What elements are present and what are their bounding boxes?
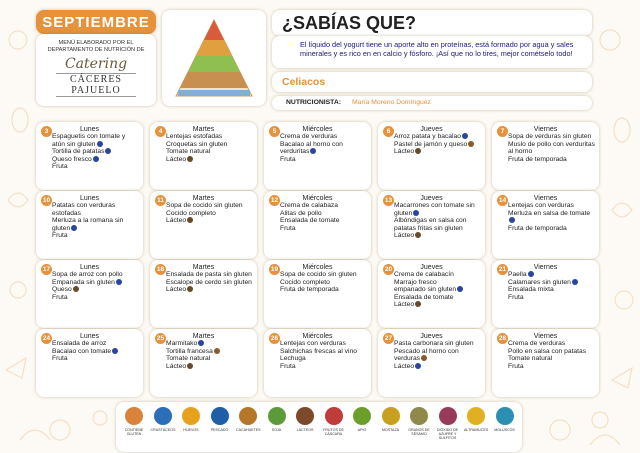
allergen-icon (154, 407, 172, 425)
dish-item: Tortilla francesa (166, 348, 254, 356)
dish-item: Sopa de cocido sin gluten (280, 271, 357, 278)
day-card (492, 191, 599, 259)
dish-list (280, 202, 368, 232)
gluten-allergen-icon (97, 141, 103, 147)
dish-item: Tortilla de patatas (52, 148, 140, 156)
day-name: Jueves (420, 126, 443, 133)
dish-list (52, 202, 140, 240)
dish-list (52, 133, 140, 171)
day-card (264, 191, 371, 259)
day-name: Viernes (533, 195, 558, 202)
dish-item: Pasta carbonara sin gluten (394, 340, 474, 347)
day-card (36, 122, 143, 190)
dish-item: Queso fresco (52, 156, 140, 164)
dish-list (52, 271, 140, 301)
allergen-item (407, 407, 431, 436)
allergen-item (350, 407, 374, 432)
allergen-item (151, 407, 175, 432)
gluten-allergen-icon (528, 271, 534, 277)
day-name: Viernes (533, 333, 558, 340)
dish-list (52, 340, 140, 363)
day-card (492, 329, 599, 397)
dish-item: Fruta (280, 155, 296, 163)
dish-item: Albóndigas en salsa con patatas fritas sin gluten (394, 217, 467, 232)
nutritionist-label: NUTRICIONISTA: (286, 99, 341, 106)
allergen-label: LÁCTEOS (296, 428, 314, 432)
allergen-icon (125, 407, 143, 425)
day-name: Lunes (79, 126, 100, 133)
dish-item: Fruta de temporada (508, 224, 567, 232)
dish-item: Patatas con verduras estofadas (52, 202, 116, 217)
dish-item: Sopa de cocido sin gluten (166, 202, 243, 209)
allergen-label: CRUSTÁCEOS (150, 428, 176, 432)
dish-item: Alitas de pollo (280, 209, 322, 217)
day-number: 24 (41, 333, 52, 344)
day-name: Martes (192, 264, 215, 271)
day-number: 18 (155, 264, 166, 275)
day-name: Miércoles (302, 333, 333, 340)
dish-list (394, 340, 482, 370)
month-banner: SEPTIEMBRE (36, 10, 156, 34)
allergen-icon (182, 407, 200, 425)
dish-item: Merluza a la romana sin gluten (52, 217, 124, 232)
day-card (378, 260, 485, 328)
gluten-allergen-icon (198, 340, 204, 346)
did-you-know-title (272, 10, 592, 36)
dish-item: Lácteo (166, 217, 254, 225)
dish-item: Ensalada mixta (508, 286, 554, 294)
day-number: 11 (155, 195, 166, 206)
lac-allergen-icon (187, 217, 193, 223)
day-number: 5 (269, 126, 280, 137)
dish-item: Bacalao al horno con verduritas (280, 140, 343, 156)
dish-item: Tomate natural (166, 148, 211, 156)
day-name: Martes (192, 333, 215, 340)
dish-list (394, 271, 482, 309)
day-name: Jueves (420, 195, 443, 202)
day-card (378, 122, 485, 190)
day-card (36, 329, 143, 397)
allergen-icon (239, 407, 257, 425)
day-name: Miércoles (302, 126, 333, 133)
dish-item: Lentejas estofadas (166, 133, 223, 140)
dish-item: Sopa de verduras sin gluten (508, 133, 592, 140)
dish-item: Paella (508, 271, 596, 279)
did-you-know-text: El líquido del yogurt tiene un aporte alto en proteínas, está formado por agua y sales minerales y es rico en en calcio y fósforo. ¡Así que no lo tires, mejor cométselo todo! (272, 36, 592, 68)
allergen-label: GRANOS DE SÉSAMO (408, 428, 430, 436)
logo-script: Catering (64, 56, 128, 72)
dish-item: Lácteo (166, 286, 254, 294)
dish-item: Ensalada de tomate (280, 217, 340, 225)
dish-item: Crema de verduras (508, 340, 566, 347)
dish-list (280, 271, 368, 294)
dish-item: Queso (52, 286, 140, 294)
dish-item: Lácteo (394, 148, 482, 156)
gluten-allergen-icon (116, 279, 122, 285)
dish-item: Crema de calabacín (394, 271, 454, 278)
dish-list (166, 340, 254, 370)
nutritionist-name: María Moreno Domínguez (352, 99, 431, 106)
logo-name: CÁCERES PAJUELO (56, 73, 136, 97)
dish-item: Muslo de pollo con verduritas al horno (508, 140, 595, 156)
day-name: Lunes (79, 264, 100, 271)
day-card (264, 260, 371, 328)
lac-allergen-icon (415, 232, 421, 238)
day-number: 10 (41, 195, 52, 206)
dish-item: Ensalada de tomate (394, 293, 454, 301)
allergen-label: HUEVOS (183, 428, 199, 432)
dish-item: Sopa de arroz con pollo (52, 271, 123, 278)
menu-by-text: MENÚ ELABORADO POR EL DEPARTAMENTO DE NUTRICIÓN DE (47, 40, 145, 53)
lac-allergen-icon (187, 363, 193, 369)
egg-allergen-icon (468, 141, 474, 147)
dish-item: Lácteo (394, 232, 482, 240)
dish-item: Escalope de cerdo sin gluten (166, 278, 252, 286)
allergen-label: CONTIENE GLUTEN (124, 428, 144, 436)
lac-allergen-icon (73, 286, 79, 292)
diet-label-panel (272, 72, 592, 92)
allergen-item (493, 407, 517, 432)
day-name: Lunes (79, 195, 100, 202)
day-card (150, 329, 257, 397)
allergen-label: DIÓXIDO DE AZUFRE Y SULFITOS (436, 428, 459, 440)
dish-item: Fruta (508, 362, 524, 370)
allergen-item (322, 407, 346, 436)
dish-item: Ensalada de arroz (52, 340, 107, 347)
day-number: 21 (497, 264, 508, 275)
allergen-icon (268, 407, 286, 425)
gluten-allergen-icon (413, 210, 419, 216)
day-card (264, 329, 371, 397)
dish-item: Macarrones con tomate sin gluten (394, 202, 475, 217)
dish-item: Marmitako (166, 340, 254, 348)
lac-allergen-icon (415, 148, 421, 154)
dish-item: Lechuga (280, 355, 306, 363)
day-number: 3 (41, 126, 52, 137)
gluten-allergen-icon (112, 348, 118, 354)
dish-list (280, 133, 368, 163)
dish-item: Crema de calabaza (280, 202, 338, 209)
dish-item: Lácteo (394, 363, 482, 371)
dish-item: Lácteo (166, 156, 254, 164)
day-number: 7 (497, 126, 508, 137)
dish-list (508, 271, 596, 301)
dish-item: Fruta (280, 362, 296, 370)
dish-item: Fruta (280, 224, 296, 232)
gluten-allergen-icon (310, 148, 316, 154)
allergen-icon (467, 407, 485, 425)
did-you-know-heading: ¿SABÍAS QUE? (282, 13, 417, 33)
allergen-item (122, 407, 146, 436)
allergen-item (464, 407, 488, 432)
allergen-icon (353, 407, 371, 425)
dish-item: Merluza en salsa de tomate (508, 210, 596, 225)
dish-item: Marrajo fresco (394, 278, 437, 286)
food-pyramid-icon (162, 10, 266, 106)
allergen-icon (439, 407, 457, 425)
food-pyramid-image (162, 10, 266, 106)
dish-item: Lácteo (394, 301, 482, 309)
day-number: 4 (155, 126, 166, 137)
gluten-allergen-icon (93, 156, 99, 162)
dish-item: Croquetas sin gluten (166, 140, 228, 148)
dish-list (394, 202, 482, 240)
diet-label: Celiacos (282, 76, 326, 88)
gluten-allergen-icon (509, 217, 515, 223)
day-name: Miércoles (302, 195, 333, 202)
allergen-icon (325, 407, 343, 425)
gluten-allergen-icon (457, 286, 463, 292)
day-number: 27 (383, 333, 394, 344)
day-number: 17 (41, 264, 52, 275)
dish-item: Fruta (508, 293, 524, 301)
dish-list (508, 340, 596, 370)
allergen-item (208, 407, 232, 432)
dish-item: Fruta (52, 355, 68, 363)
day-name: Martes (192, 195, 215, 202)
dish-list (166, 133, 254, 163)
day-card (264, 122, 371, 190)
dish-item: Lentejas con verduras (280, 340, 346, 347)
gluten-allergen-icon (71, 225, 77, 231)
day-name: Jueves (420, 333, 443, 340)
day-name: Miércoles (302, 264, 333, 271)
gluten-allergen-icon (462, 133, 468, 139)
gluten-allergen-icon (572, 279, 578, 285)
lac-allergen-icon (187, 156, 193, 162)
allergen-icon (496, 407, 514, 425)
dish-item: Cocido completo (280, 278, 330, 286)
lac-allergen-icon (187, 286, 193, 292)
day-number: 25 (155, 333, 166, 344)
allergen-item (265, 407, 289, 432)
dish-item: Bacalao con tomate (52, 348, 140, 356)
dish-list (508, 202, 596, 232)
day-card (378, 329, 485, 397)
day-name: Viernes (533, 264, 558, 271)
day-card (36, 191, 143, 259)
dish-item: Arroz patata y bacalao (394, 133, 482, 141)
allergen-icon (410, 407, 428, 425)
allergen-icon (211, 407, 229, 425)
allergen-item (236, 407, 260, 432)
dish-item: Ensalada de pasta sin gluten (166, 271, 252, 278)
day-card (378, 191, 485, 259)
dish-item: Empanada sin gluten (52, 279, 140, 287)
dish-item: Fruta de temporada (280, 286, 339, 294)
dish-item: Cocido completo (166, 209, 216, 217)
allergen-icon (296, 407, 314, 425)
day-number: 26 (269, 333, 280, 344)
egg-allergen-icon (421, 355, 427, 361)
dish-item: Salchichas frescas al vino (280, 347, 357, 355)
day-name: Lunes (79, 333, 100, 340)
allergen-label: FRUTOS DE CÁSCARA (323, 428, 344, 436)
allergen-label: CACAHUETES (236, 428, 261, 432)
dish-item: Pastel de jamón y queso (394, 141, 482, 149)
egg-allergen-icon (214, 348, 220, 354)
gluten-allergen-icon (415, 363, 421, 369)
dish-item: Pollo en salsa con patatas (508, 347, 587, 355)
day-card (150, 122, 257, 190)
day-number: 19 (269, 264, 280, 275)
allergen-label: MOLUSCOS (494, 428, 515, 432)
allergen-label: APIO (357, 428, 367, 432)
dish-item: Tomate natural (508, 355, 553, 363)
day-name: Martes (192, 126, 215, 133)
allergen-label: ALTRAMUCES (464, 428, 489, 432)
day-card (492, 260, 599, 328)
day-name: Jueves (420, 264, 443, 271)
day-number: 28 (497, 333, 508, 344)
day-number: 14 (497, 195, 508, 206)
dish-item: Fruta (52, 163, 68, 171)
day-number: 13 (383, 195, 394, 206)
dish-item: Fruta (52, 293, 68, 301)
allergen-label: PESCADO (210, 428, 229, 432)
allergen-label: MOSTAZA (381, 428, 400, 432)
dish-list (166, 271, 254, 294)
dish-list (166, 202, 254, 225)
dish-item: Espaguetis con tomate y atún sin gluten (52, 133, 126, 148)
dish-item: Fruta de temporada (508, 155, 567, 163)
allergen-item (379, 407, 403, 432)
day-card (36, 260, 143, 328)
dish-item: Lentejas con verduras (508, 202, 574, 209)
day-number: 20 (383, 264, 394, 275)
day-card (150, 260, 257, 328)
gluten-allergen-icon (105, 148, 111, 154)
day-name: Viernes (533, 126, 558, 133)
dish-list (508, 133, 596, 163)
dish-item: Pescado al horno con verduras (394, 347, 459, 363)
day-card (150, 191, 257, 259)
dish-item: Crema de verduras (280, 133, 338, 140)
dish-list (394, 133, 482, 156)
company-panel (36, 34, 156, 106)
allergen-legend (116, 402, 522, 452)
dish-item: Tomate natural (166, 355, 211, 363)
allergen-item (179, 407, 203, 432)
allergen-label: SOJA (271, 428, 282, 432)
dish-item: Lácteo (166, 363, 254, 371)
dish-item: Fruta (52, 232, 68, 240)
allergen-icon (382, 407, 400, 425)
dish-item: empanado sin gluten (394, 286, 482, 294)
allergen-item (436, 407, 460, 440)
dish-item: Calamares sin gluten (508, 279, 596, 287)
day-card (492, 122, 599, 190)
day-number: 12 (269, 195, 280, 206)
nutritionist-panel (272, 96, 592, 110)
dish-list (280, 340, 368, 370)
lac-allergen-icon (415, 301, 421, 307)
allergen-item (293, 407, 317, 432)
day-number: 6 (383, 126, 394, 137)
